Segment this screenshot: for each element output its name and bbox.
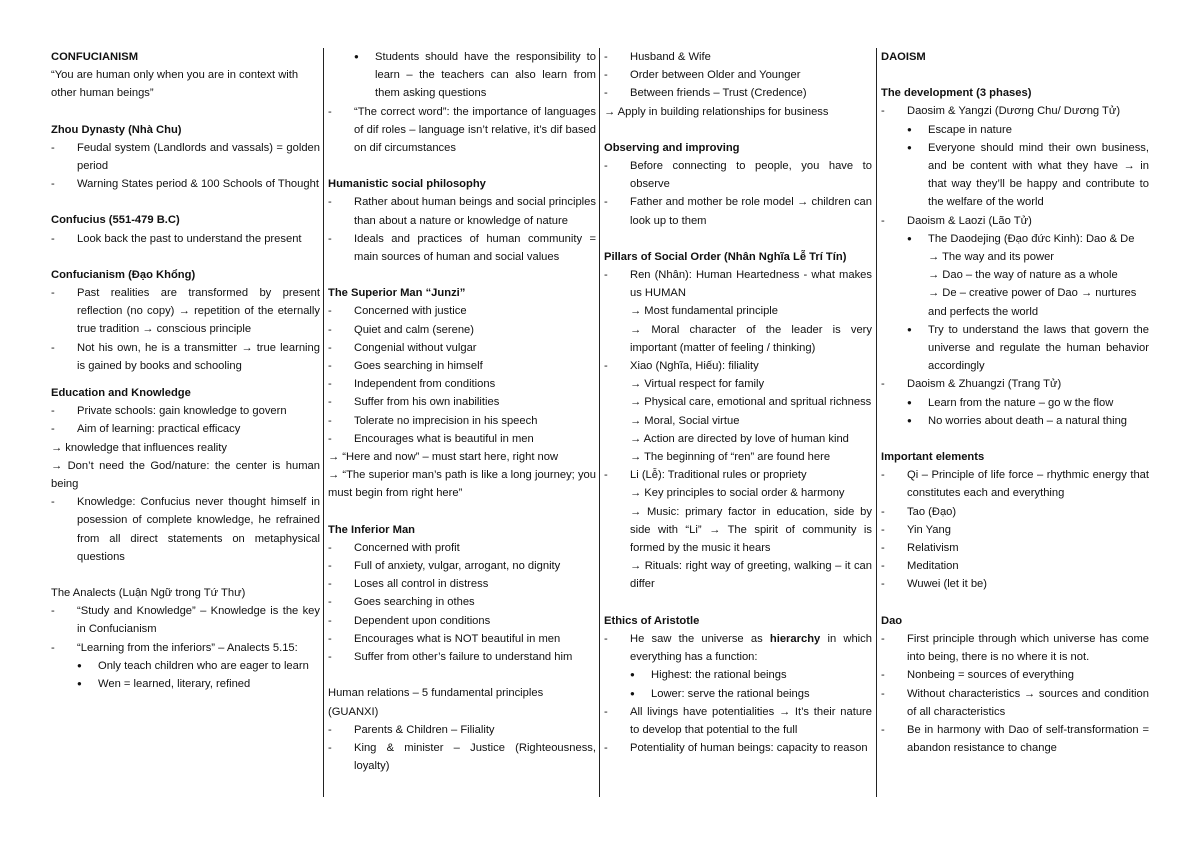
list-item: - Suffer from other’s failure to understand him bbox=[328, 648, 596, 666]
bullet-item: ● Only teach children who are eager to learn bbox=[51, 657, 320, 675]
bullet-item: ● Wen = learned, literary, refined bbox=[51, 675, 320, 693]
list-item: - Order between Older and Younger bbox=[604, 66, 872, 84]
list-item: - King & minister – Justice (Righteousness, loyalty) bbox=[328, 739, 596, 775]
list-item: - Between friends – Trust (Credence) bbox=[604, 84, 872, 102]
arrow-note: → Physical care, emotional and spritual richness bbox=[630, 396, 872, 409]
list-item: - Daoism & Zhuangzi (Trang Tử) bbox=[881, 375, 1149, 393]
column-2 bbox=[328, 48, 596, 775]
heading-zhou: Zhou Dynasty (Nhà Chu) bbox=[51, 123, 182, 136]
list-item: - Nonbeing = sources of everything bbox=[881, 666, 1149, 684]
column-divider-2 bbox=[599, 48, 600, 797]
arrow-note: → Music: primary factor in education, side by side with “Li” → The spirit of community is formed by the music it hears bbox=[630, 505, 872, 555]
list-item: - Past realities are transformed by present reflection (no copy) → repetition of the eternally true tradition → conscious principle bbox=[51, 284, 320, 339]
list-item: - All livings have potentialities → It’s their nature to develop that potential to the full bbox=[604, 703, 872, 739]
bullet-item: ● Escape in nature bbox=[881, 121, 1149, 139]
bullet-item: ● Try to understand the laws that govern the universe and regulate the human behavior accordingly bbox=[881, 321, 1149, 376]
heading-superior-man: The Superior Man “Junzi” bbox=[328, 287, 466, 300]
list-item: - Concerned with profit bbox=[328, 539, 596, 557]
heading-pillars: Pillars of Social Order (Nhân Nghĩa Lễ Trí Tín) bbox=[604, 250, 847, 263]
list-item: - Aim of learning: practical efficacy bbox=[51, 420, 320, 438]
aristotle-text-pre: He saw the universe as bbox=[630, 632, 770, 645]
list-item: - Yin Yang bbox=[881, 521, 1149, 539]
list-item: - Full of anxiety, vulgar, arrogant, no dignity bbox=[328, 557, 596, 575]
list-item: - Without characteristics → sources and condition of all characteristics bbox=[881, 685, 1149, 721]
list-item: - Parents & Children – Filiality bbox=[328, 721, 596, 739]
heading-aristotle: Ethics of Aristotle bbox=[604, 614, 700, 627]
list-item: - Loses all control in distress bbox=[328, 575, 596, 593]
list-item: - Knowledge: Confucius never thought himself in posession of complete knowledge, he refrained from all direct statements on metaphysical questions bbox=[51, 493, 320, 566]
arrow-note: → Don’t need the God/nature: the center is human being bbox=[51, 459, 320, 491]
list-item: - Tolerate no imprecision in his speech bbox=[328, 412, 596, 430]
arrow-note: → “The superior man’s path is like a long journey; you must begin from right here” bbox=[328, 469, 596, 500]
list-item: - “The correct word”: the importance of languages of dif roles – language isn’t relative, it’s dif based on dif circumstances bbox=[328, 103, 596, 158]
list-item: - Father and mother be role model → children can look up to them bbox=[604, 193, 872, 229]
list-item: - Tao (Đạo) bbox=[881, 503, 1149, 521]
column-4 bbox=[881, 48, 1149, 757]
heading-inferior-man: The Inferior Man bbox=[328, 523, 416, 536]
intro-quote: “You are human only when you are in context with other human beings” bbox=[51, 69, 299, 100]
list-item: - Goes searching in himself bbox=[328, 357, 596, 375]
list-item: - Private schools: gain knowledge to govern bbox=[51, 402, 320, 420]
aristotle-text-post: in which everything has a function: bbox=[630, 632, 872, 664]
list-item: - Daoism & Laozi (Lão Tử) bbox=[881, 212, 1149, 230]
section-title-confucianism: CONFUCIANISM bbox=[51, 51, 139, 63]
list-item: - Feudal system (Landlords and vassals) = golden period bbox=[51, 139, 320, 175]
list-item: - Ideals and practices of human community = main sources of human and social values bbox=[328, 230, 596, 266]
list-item: - Meditation bbox=[881, 557, 1149, 575]
list-item: - Suffer from his own inabilities bbox=[328, 393, 596, 411]
list-item: - Dependent upon conditions bbox=[328, 612, 596, 630]
list-item: - Congenial without vulgar bbox=[328, 339, 596, 357]
bullet-item: ● No worries about death – a natural thing bbox=[881, 412, 1149, 430]
bullet-item: ● Highest: the rational beings bbox=[604, 666, 872, 684]
arrow-note: → Virtual respect for family bbox=[630, 378, 765, 391]
section-title-daoism: DAOISM bbox=[881, 51, 926, 63]
list-item bbox=[604, 630, 872, 666]
list-item: - Ren (Nhân): Human Heartedness - what makes us HUMAN bbox=[604, 266, 872, 302]
list-item: - Xiao (Nghĩa, Hiếu): filiality bbox=[604, 357, 872, 375]
list-item: - Husband & Wife bbox=[604, 48, 872, 66]
arrow-note: → Key principles to social order & harmony bbox=[630, 487, 845, 500]
arrow-note: → Apply in building relationships for business bbox=[604, 105, 829, 118]
list-item: - First principle through which universe has come into being, there is no where it is not. bbox=[881, 630, 1149, 666]
list-item: - Relativism bbox=[881, 539, 1149, 557]
list-item: - Wuwei (let it be) bbox=[881, 575, 1149, 593]
heading-human-relations: Human relations – 5 fundamental principles (GUANXI) bbox=[328, 687, 544, 718]
list-item: - Potentiality of human beings: capacity to reason bbox=[604, 739, 872, 757]
heading-education: Education and Knowledge bbox=[51, 387, 191, 400]
arrow-note: → Most fundamental principle bbox=[630, 305, 778, 318]
heading-dao-khong: Confucianism (Đạo Khổng) bbox=[51, 268, 196, 281]
heading-humanistic: Humanistic social philosophy bbox=[328, 178, 486, 191]
column-1 bbox=[51, 48, 320, 693]
list-item: - Before connecting to people, you have to observe bbox=[604, 157, 872, 193]
arrow-note: → The beginning of “ren” are found here bbox=[630, 451, 831, 464]
arrow-note: → De – creative power of Dao → nurtures and perfects the world bbox=[928, 287, 1137, 318]
heading-analects: The Analects (Luận Ngữ trong Tứ Thư) bbox=[51, 587, 246, 600]
heading-development: The development (3 phases) bbox=[881, 87, 1032, 100]
heading-dao: Dao bbox=[881, 614, 903, 627]
list-item: - Be in harmony with Dao of self-transformation = abandon resistance to change bbox=[881, 721, 1149, 757]
arrow-note: → knowledge that influences reality bbox=[51, 441, 227, 454]
list-item: - Independent from conditions bbox=[328, 375, 596, 393]
list-item: - Encourages what is NOT beautiful in men bbox=[328, 630, 596, 648]
heading-observing: Observing and improving bbox=[604, 141, 740, 154]
list-item: - Daosim & Yangzi (Dương Chu/ Dương Tử) bbox=[881, 102, 1149, 120]
arrow-note: → The way and its power bbox=[928, 251, 1055, 264]
list-item: - Goes searching in othes bbox=[328, 593, 596, 611]
list-item: - Qi – Principle of life force – rhythmic energy that constitutes each and everything bbox=[881, 466, 1149, 502]
arrow-note: → Rituals: right way of greeting, walking – it can differ bbox=[630, 560, 872, 591]
aristotle-hierarchy: hierarchy bbox=[769, 632, 821, 645]
heading-elements: Important elements bbox=[881, 451, 985, 464]
list-item: - Rather about human beings and social principles than about a nature or knowledge of nature bbox=[328, 193, 596, 229]
list-item: - “Learning from the inferiors” – Analects 5.15: bbox=[51, 639, 320, 657]
bullet-item: ● Lower: serve the rational beings bbox=[604, 685, 872, 703]
bullet-item: ● Everyone should mind their own business, and be content with what they have → in that way they’ll be happy and contribute to the welfare of the world bbox=[881, 139, 1149, 212]
heading-confucius: Confucius (551-479 B.C) bbox=[51, 214, 180, 227]
list-item: - Encourages what is beautiful in men bbox=[328, 430, 596, 448]
column-3 bbox=[604, 48, 872, 757]
column-divider-3 bbox=[876, 48, 877, 797]
arrow-note: → Moral, Social virtue bbox=[630, 414, 740, 427]
list-item: - Li (Lễ): Traditional rules or propriety bbox=[604, 466, 872, 484]
bullet-item: ● The Daodejing (Đạo đức Kinh): Dao & De bbox=[881, 230, 1149, 248]
arrow-note: → Dao – the way of nature as a whole bbox=[928, 269, 1118, 282]
bullet-item: ● Students should have the responsibility to learn – the teachers can also learn from them asking questions bbox=[328, 48, 596, 103]
arrow-note: → “Here and now” – must start here, right now bbox=[328, 451, 559, 464]
bullet-item: ● Learn from the nature – go w the flow bbox=[881, 394, 1149, 412]
list-item: - Look back the past to understand the present bbox=[51, 230, 320, 248]
list-item: - Warning States period & 100 Schools of Thought bbox=[51, 175, 320, 193]
list-item: - Not his own, he is a transmitter → true learning is gained by books and schooling bbox=[51, 339, 320, 375]
arrow-note: → Action are directed by love of human kind bbox=[630, 432, 849, 445]
list-item: - Quiet and calm (serene) bbox=[328, 321, 596, 339]
column-divider-1 bbox=[323, 48, 324, 797]
list-item: - Concerned with justice bbox=[328, 302, 596, 320]
arrow-note: → Moral character of the leader is very important (matter of feeling / thinking) bbox=[630, 323, 872, 354]
list-item: - “Study and Knowledge” – Knowledge is the key in Confucianism bbox=[51, 602, 320, 638]
